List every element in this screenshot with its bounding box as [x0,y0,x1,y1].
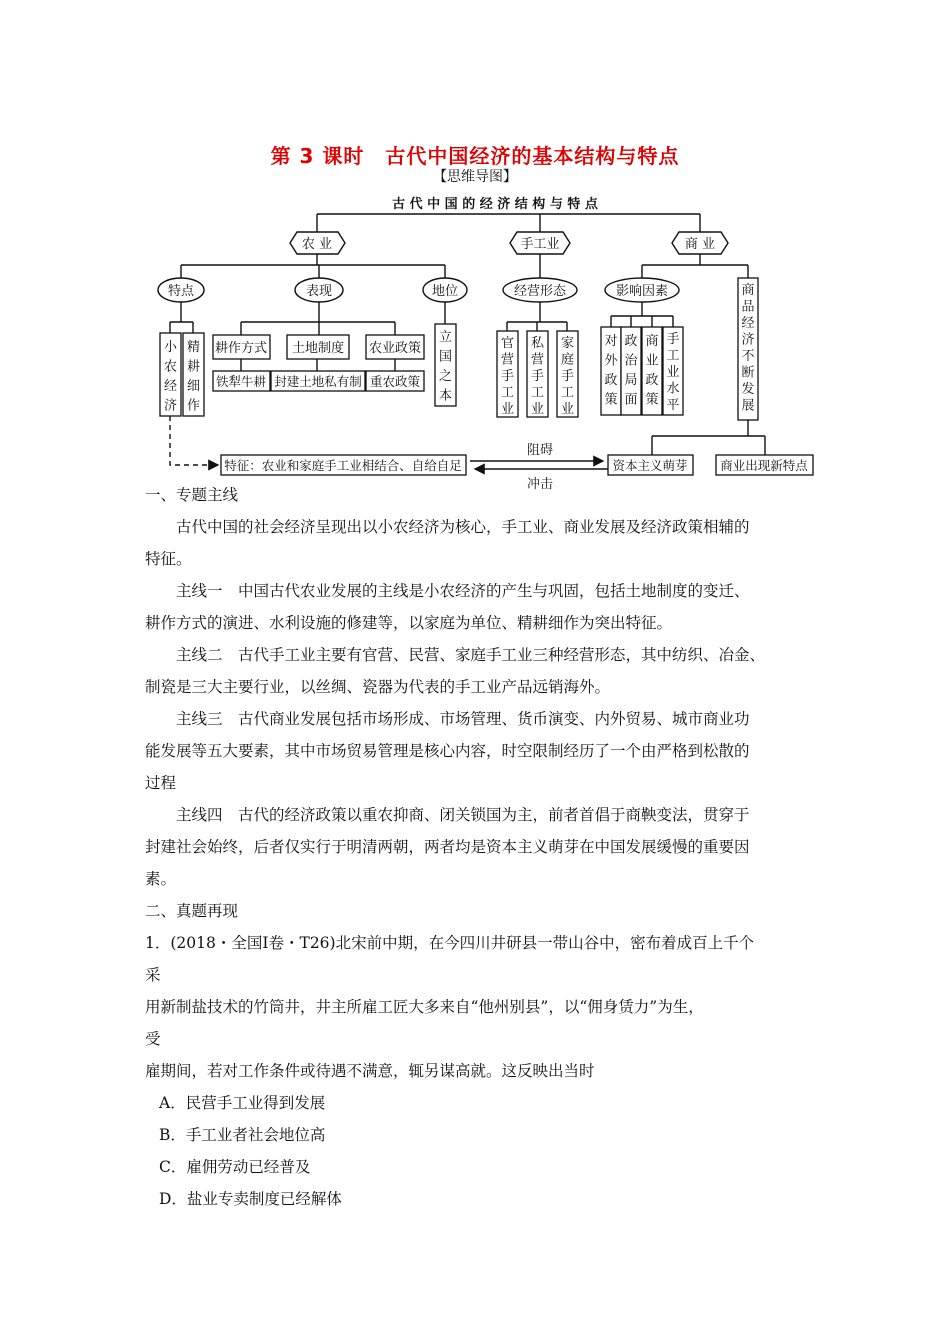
vbox-foreign-policy-char: 策 [604,392,618,408]
section-heading-2: 二、真题再现 [145,902,239,920]
question-1-line-1: 1．(2018・全国Ⅰ卷・T26)北宋前中期，在今四川井研县一带山谷中，密布着成百上千个 [145,934,755,952]
vbox-commodity-economy-char: 济 [741,332,755,348]
vbox-commodity-economy-char: 展 [741,398,755,414]
vbox-official-craft-char: 营 [500,352,515,368]
vbox-commodity-economy-char: 发 [741,382,755,397]
box-sprout: 资本主义萌芽 [612,458,688,473]
vbox-foundation-char: 本 [438,388,453,404]
node-agriculture: 农 业 [301,237,333,252]
vbox-commodity-economy-char: 不 [741,349,755,364]
vbox-small-farm-char: 济 [163,398,178,414]
vbox-official-craft-char: 工 [500,385,515,401]
section-heading-1: 一、专题主线 [145,486,239,504]
vbox-politics-char: 政 [624,334,638,349]
vbox-commodity-economy-char: 经 [741,316,755,331]
box-iron-ox: 铁犁牛耕 [215,374,267,389]
option-b[interactable]: B．手工业者社会地位高 [159,1126,326,1144]
question-1-line-5: 雇期间，若对工作条件或待遇不满意，辄另谋高就。这反映出当时 [145,1062,595,1080]
option-c[interactable]: C．雇佣劳动已经普及 [159,1158,311,1176]
paragraph-5b: 封建社会始终，后者仅实行于明清两朝，两者均是资本主义萌芽在中国发展缓慢的重要因 [145,838,750,856]
vbox-politics-char: 局 [624,373,638,388]
question-1-line-3: 用新制盐技术的竹筒井，井主所雇工匠大多来自“他州别县”，以“佣身赁力”为生， [145,998,704,1016]
vbox-commodity-economy-char: 品 [741,299,755,315]
vbox-fine-farm-char: 作 [186,398,201,414]
vbox-small-farm-char: 农 [163,359,178,375]
vbox-private-craft-char: 工 [530,385,545,401]
vbox-craft-level-char: 水 [666,381,680,397]
box-land-system: 土地制度 [291,341,345,356]
option-d[interactable]: D．盐业专卖制度已经解体 [159,1190,342,1208]
question-1-line-4: 受 [145,1030,161,1048]
vbox-politics-char: 面 [624,392,638,408]
question-1-line-2: 采 [145,966,161,984]
node-handicraft: 手工业 [520,237,560,252]
vbox-commodity-economy-char: 商 [741,283,755,298]
box-feudal-land: 封建土地私有制 [274,374,362,389]
node-trait: 特点 [167,284,195,299]
vbox-small-farm-char: 经 [163,379,178,394]
paragraph-5c: 素。 [145,870,177,888]
page-title: 第 3 课时 古代中国经济的基本结构与特点 [270,144,680,168]
vbox-private-craft-char: 私 [530,336,545,351]
paragraph-1a: 古代中国的社会经济呈现出以小农经济为核心，手工业、商业发展及经济政策相辅的 [176,518,750,536]
label-hinder: 阻碍 [526,443,554,458]
vbox-official-craft-char: 业 [500,402,515,417]
paragraph-4c: 过程 [145,774,177,792]
vbox-fine-farm-char: 耕 [186,359,201,375]
vbox-family-craft-char: 业 [560,402,575,417]
box-feature: 特征：农业和家庭手工业相结合、自给自足 [224,458,462,473]
option-a[interactable]: A．民营手工业得到发展 [159,1094,326,1112]
vbox-foundation-char: 国 [438,349,453,365]
vbox-private-craft-char: 业 [530,402,545,417]
vbox-small-farm-char: 小 [163,340,178,355]
vbox-foreign-policy-char: 政 [604,373,618,388]
vbox-fine-farm-char: 精 [186,340,201,355]
vbox-foreign-policy-char: 对 [604,334,618,349]
vbox-commerce-policy-char: 业 [645,353,659,369]
vbox-foundation-char: 之 [438,369,453,384]
paragraph-3b: 制瓷是三大主要行业，以丝绸、瓷器为代表的手工业产品远销海外。 [145,678,611,696]
paragraph-4a: 主线三 古代商业发展包括市场形成、市场管理、货币演变、内外贸易、城市商业功 [176,710,750,728]
vbox-commodity-economy-char: 断 [741,365,755,381]
node-perform: 表现 [305,284,333,299]
vbox-family-craft-char: 家 [560,336,575,351]
box-new-feature: 商业出现新特点 [720,458,808,473]
node-commerce: 商 业 [684,237,716,252]
vbox-foreign-policy-char: 外 [604,353,618,369]
vbox-private-craft-char: 手 [530,369,545,384]
node-form: 经营形态 [513,284,567,299]
vbox-commerce-policy-char: 商 [645,334,659,349]
vbox-commerce-policy-char: 政 [645,373,659,388]
vbox-private-craft-char: 营 [530,352,545,368]
label-impact: 冲击 [526,477,554,492]
vbox-commerce-policy-char: 策 [645,392,659,408]
body-content [145,479,810,1215]
paragraph-2b: 耕作方式的演进、水利设施的修建等，以家庭为单位、精耕细作为突出特征。 [145,614,673,632]
paragraph-5a: 主线四 古代的经济政策以重农抑商、闭关锁国为主，前者首倡于商鞅变法，贯穿于 [176,806,750,824]
vbox-craft-level-char: 平 [666,398,680,413]
paragraph-1b: 特征。 [145,550,192,568]
vbox-foundation-char: 立 [438,330,453,345]
paragraph-4b: 能发展等五大要素，其中市场贸易管理是核心内容，时空限制经历了一个由严格到松散的 [145,742,750,760]
vbox-craft-level-char: 手 [666,332,680,347]
mindmap-root: 古 代 中 国 的 经 济 结 构 与 特 点 [392,197,598,212]
vbox-official-craft-char: 官 [500,336,515,351]
box-farm-method: 耕作方式 [214,341,268,356]
vbox-family-craft-char: 工 [560,385,575,401]
box-agri-policy: 农业政策 [368,341,422,356]
vbox-politics-char: 治 [624,353,638,369]
vbox-fine-farm-char: 细 [186,379,201,394]
mindmap-label: 【思维导图】 [433,169,517,185]
box-agri-first: 重农政策 [369,374,421,389]
vbox-craft-level-char: 业 [666,365,680,380]
paragraph-3a: 主线二 古代手工业主要有官营、民营、家庭手工业三种经营形态，其中纺织、冶金、 [176,646,766,664]
vbox-craft-level-char: 工 [666,348,680,364]
node-factor: 影响因素 [615,284,669,299]
mind-map [0,0,950,500]
vbox-family-craft-char: 手 [560,369,575,384]
vbox-official-craft-char: 手 [500,369,515,384]
node-status: 地位 [431,284,459,299]
vbox-family-craft-char: 庭 [560,352,575,368]
paragraph-2a: 主线一 中国古代农业发展的主线是小农经济的产生与巩固，包括土地制度的变迁、 [176,582,750,600]
